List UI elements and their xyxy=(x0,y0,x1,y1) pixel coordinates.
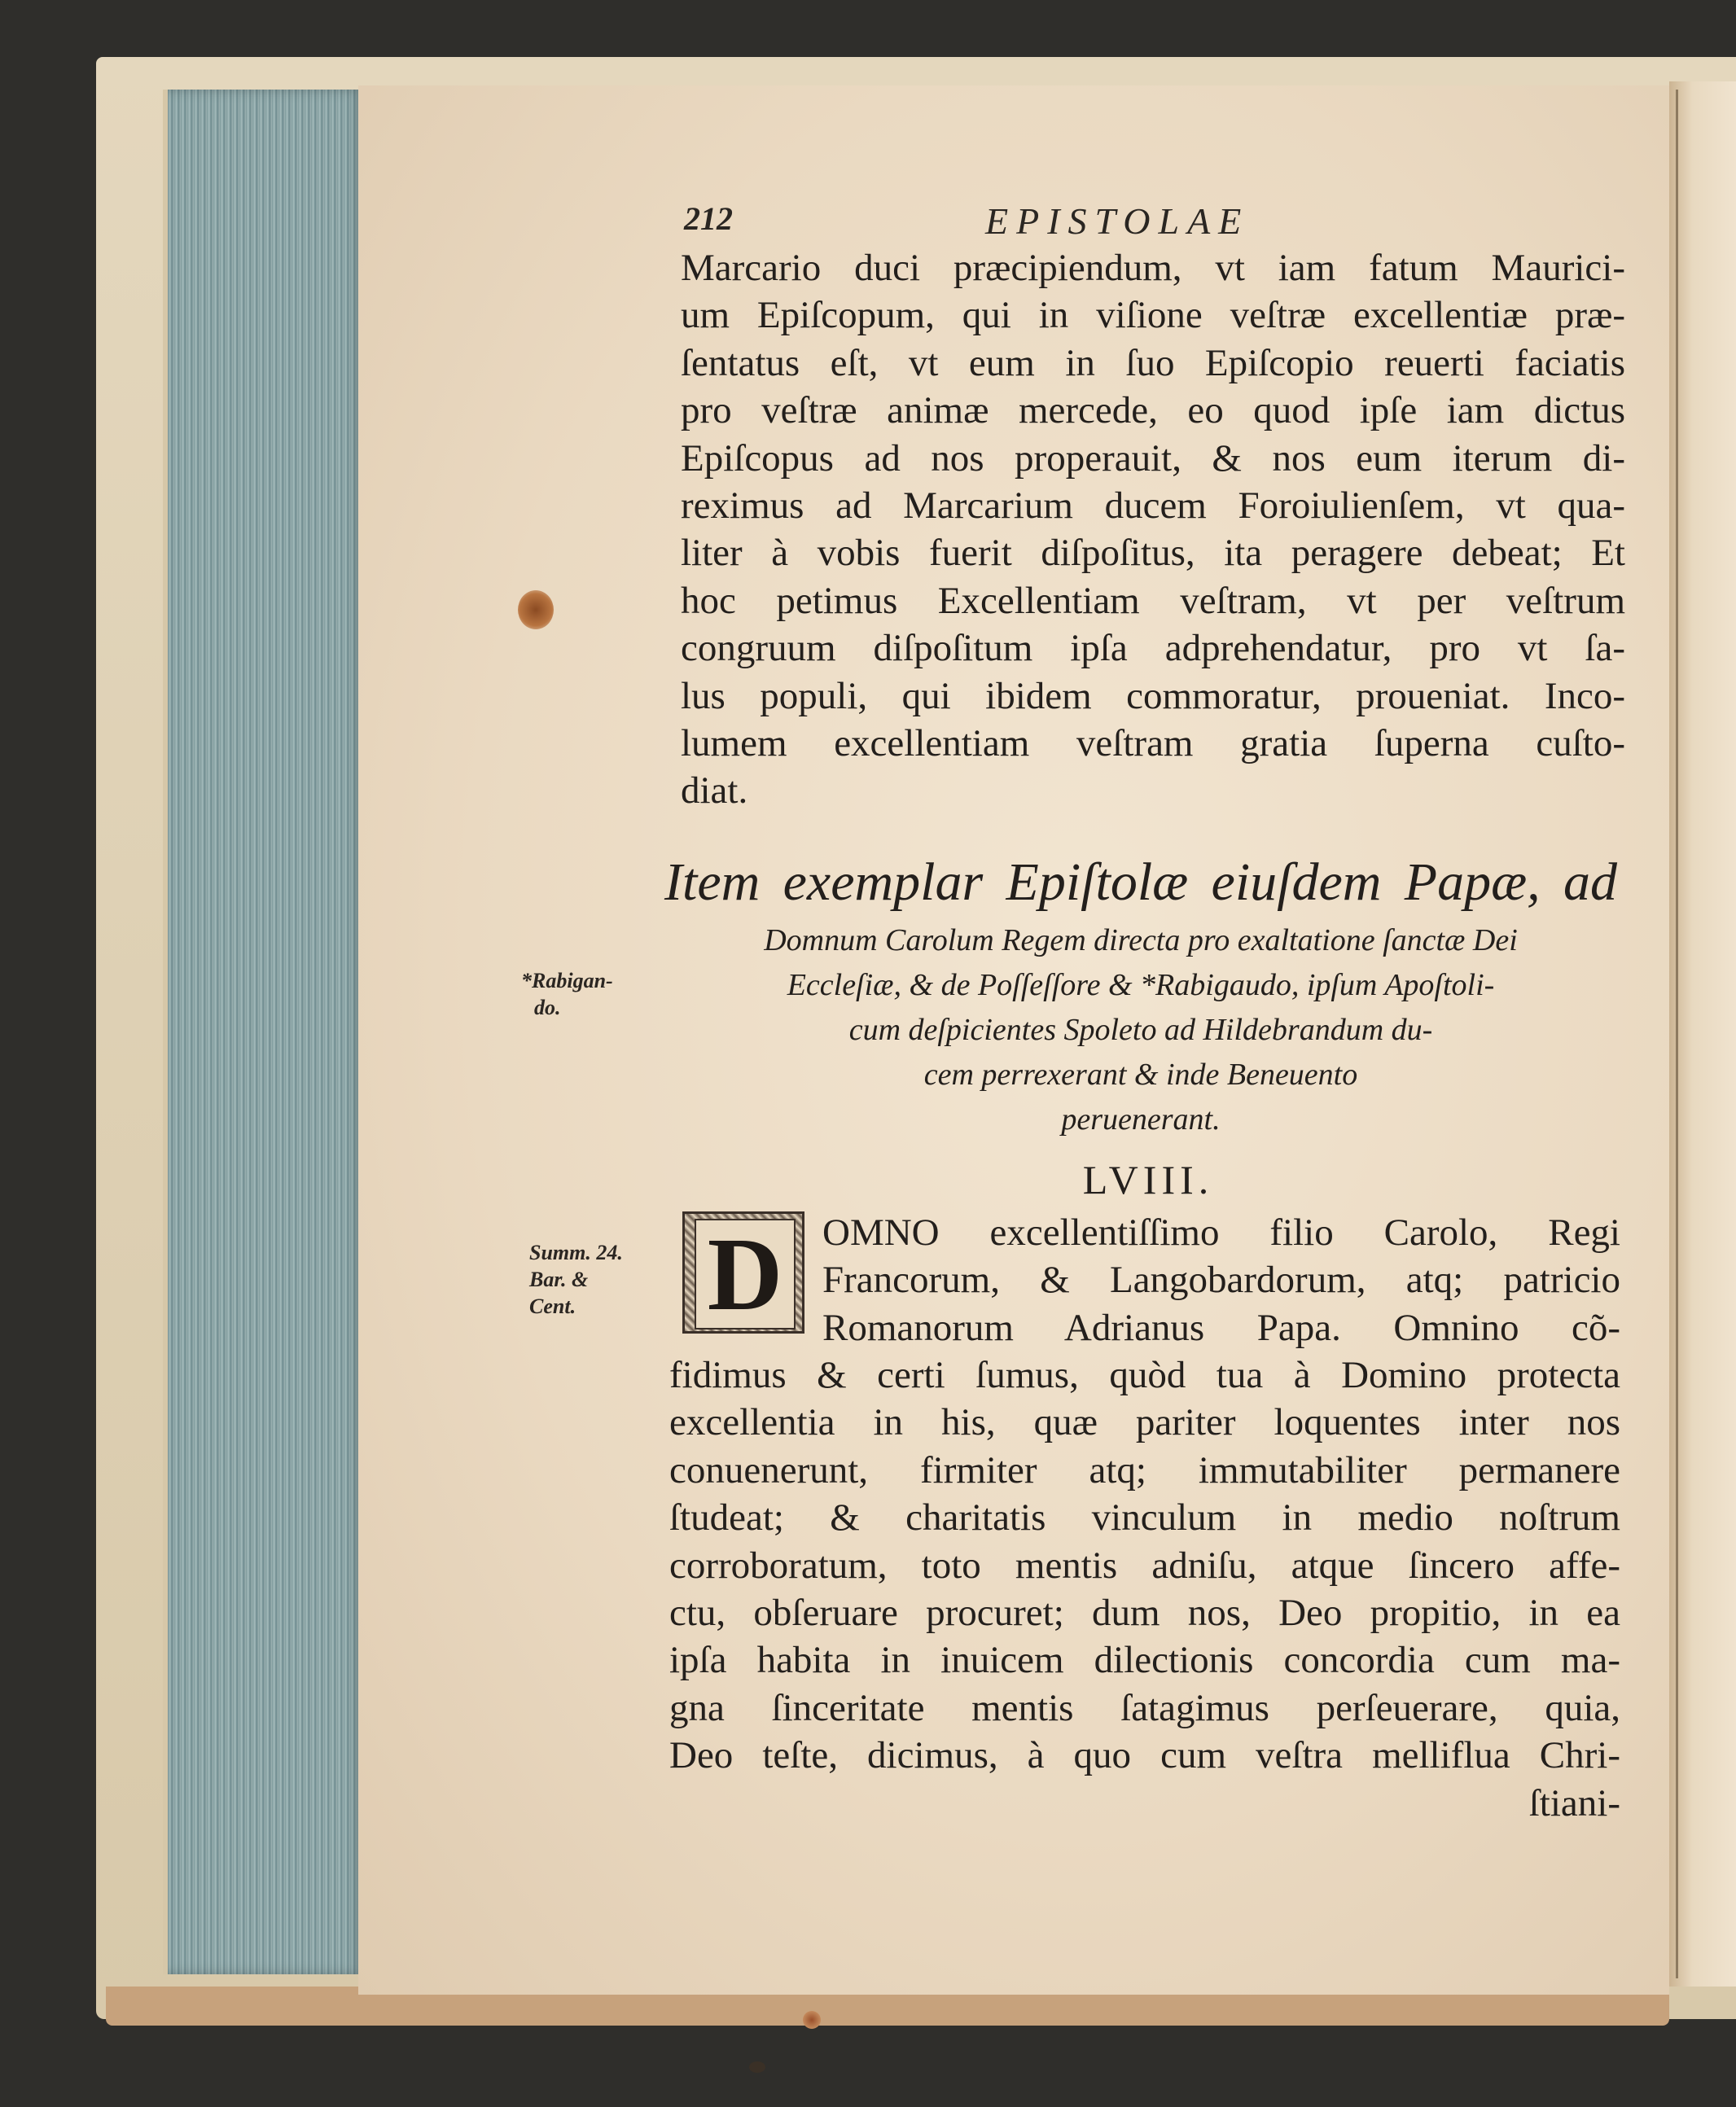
text-line: Marcario duci præcipiendum, vt iam fatum Maurici- xyxy=(681,247,1625,289)
page-fore-edge xyxy=(163,90,363,1974)
heading-sub-line: peruenerant. xyxy=(1061,1102,1221,1137)
margin-note-line: Cent. xyxy=(529,1294,576,1318)
heading-sub-line: Eccleſiæ, & de Poſſeſſore & *Rabigaudo, ipſum Apoſtoli- xyxy=(787,968,1495,1002)
heading-sub-line: cem perrexerant & inde Beneuento xyxy=(923,1058,1358,1092)
paragraph-2-opening xyxy=(822,1209,1620,1351)
text-line: reximus ad Marcarium ducem Foroiulienſem, vt qua- xyxy=(681,484,1625,527)
text-line: Deo teſte, dicimus, à quo cum veſtra melliflua Chri- xyxy=(669,1734,1620,1777)
text-line: um Epiſcopum, qui in viſione veſtræ excellentiæ præ- xyxy=(681,294,1625,337)
text-line: fidimus & certi ſumus, quòd tua à Domino protecta xyxy=(669,1354,1620,1396)
running-title: EPISTOLAE xyxy=(985,200,1250,242)
text-line: Romanorum Adrianus Papa. Omnino cõ- xyxy=(822,1306,1620,1349)
heading-sub-line: Domnum Carolum Regem directa pro exaltatione ſanctæ Dei xyxy=(764,923,1518,957)
chapter-number: LVIII. xyxy=(1082,1157,1214,1202)
foxing-stain xyxy=(803,2011,821,2029)
margin-note-summ xyxy=(529,1239,623,1320)
letter-heading xyxy=(664,847,1617,1142)
ornamental-drop-cap xyxy=(682,1211,804,1334)
heading-lead-line: Item exemplar Epiſtolæ eiuſdem Papæ, ad xyxy=(664,852,1617,912)
text-line: ſtudeat; & charitatis vinculum in medio noſtrum xyxy=(669,1496,1620,1540)
page-number: 212 xyxy=(684,200,733,237)
text-line: OMNO excellentiſſimo filio Carolo, Regi xyxy=(822,1211,1620,1254)
gutter-shadow-line xyxy=(1676,90,1678,1978)
running-head xyxy=(684,199,1612,248)
paragraph-2 xyxy=(669,1351,1620,1827)
text-line: ipſa habita in inuicem dilectionis concordia cum ma- xyxy=(669,1639,1620,1682)
text-line: Francorum, & Langobardorum, atq; patricio xyxy=(822,1259,1620,1302)
facing-page-gutter xyxy=(1669,81,1736,1987)
text-line: conuenerunt, firmiter atq; immutabiliter permanere xyxy=(669,1448,1620,1492)
margin-note-line: do. xyxy=(534,996,561,1019)
text-line: diat. xyxy=(681,769,748,813)
drop-cap-letter: D xyxy=(695,1219,796,1329)
foxing-stain xyxy=(518,590,554,629)
text-line: lumem excellentiam veſtram gratia ſuperna cuſto- xyxy=(681,721,1625,764)
margin-note-rabigando xyxy=(521,967,613,1021)
text-line: excellentia in his, quæ pariter loquentes inter nos xyxy=(669,1401,1620,1444)
text-line: hoc petimus Excellentiam veſtram, vt per veſtrum xyxy=(681,579,1625,622)
text-line: ctu, obſeruare procuret; dum nos, Deo propitio, in ea xyxy=(669,1591,1620,1634)
text-line: corroboratum, toto mentis adniſu, atque ſincero affe- xyxy=(669,1544,1620,1587)
paragraph-1 xyxy=(681,244,1625,815)
text-line: Epiſcopus ad nos properauit, & nos eum iterum di- xyxy=(681,436,1625,480)
text-line: liter à vobis fuerit diſpoſitus, ita peragere debeat; Et xyxy=(681,532,1625,575)
margin-note-line: *Rabigan- xyxy=(521,969,613,992)
text-line: ſtiani- xyxy=(1528,1781,1620,1824)
text-line: gna ſinceritate mentis ſatagimus perſeuerare, quia, xyxy=(669,1686,1620,1729)
margin-note-line: Summ. 24. xyxy=(529,1241,623,1264)
ink-blot xyxy=(749,2061,765,2073)
text-line: congruum diſpoſitum ipſa adprehendatur, pro vt ſa- xyxy=(681,627,1625,670)
heading-sub-line: cum deſpicientes Spoleto ad Hildebrandum du- xyxy=(848,1013,1433,1047)
text-line: ſentatus eſt, vt eum in ſuo Epiſcopio reuerti faciatis xyxy=(681,341,1625,384)
text-line: pro veſtræ animæ mercede, eo quod ipſe iam dictus xyxy=(681,389,1625,432)
text-line: lus populi, qui ibidem commoratur, proueniat. Inco- xyxy=(681,674,1625,717)
margin-note-line: Bar. & xyxy=(529,1268,589,1291)
